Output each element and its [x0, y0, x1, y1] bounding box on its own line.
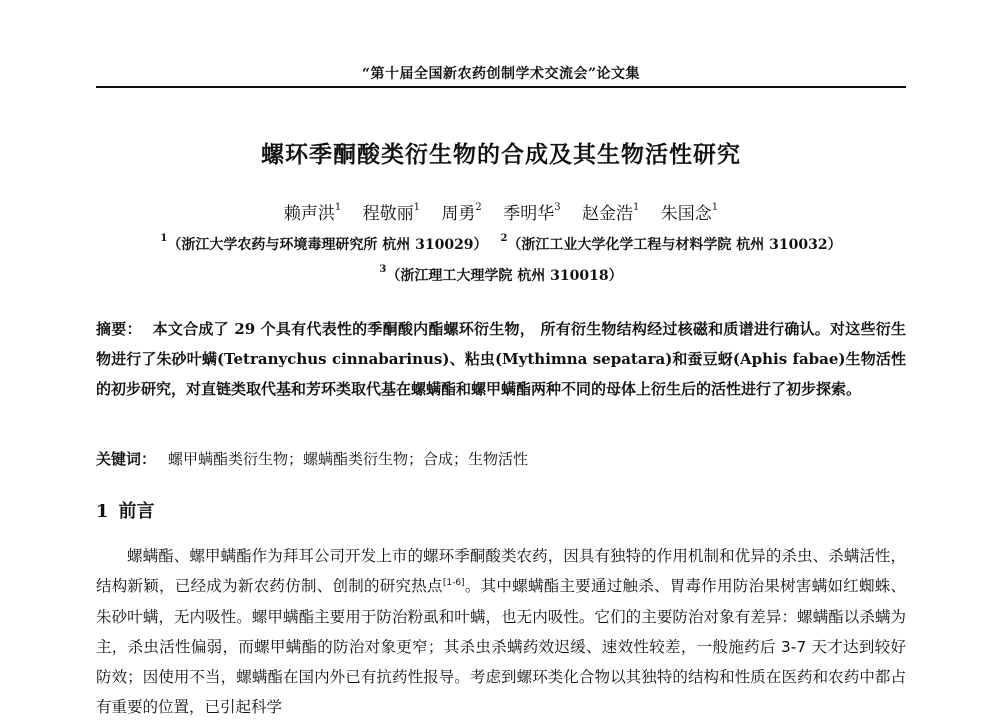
body-paragraph [96, 541, 906, 723]
abstract-text: 本文合成了 29 个具有代表性的季酮酸内酯螺环衍生物， 所有衍生物结构经过核磁和质谱进行确认。对这些衍生物进行了朱砂叶螨(Tetranychus cinnabarinus)、粘虫(Mythimna sepatara)和蚕豆蚜(Aphis fabae)生物活性的初步研究，对直链类取代基和芳环类取代基在螺螨酯和螺甲螨酯两种不同的母体上衍生后的活性进行了初步探索。 [96, 320, 906, 398]
author-list [96, 199, 906, 224]
affiliation-number: 3 [379, 264, 387, 276]
citation-ref: [1-6] [442, 578, 465, 589]
author [582, 204, 639, 224]
paper-title: 螺环季酮酸类衍生物的合成及其生物活性研究 [261, 142, 741, 168]
author-name: 赵金浩 [581, 204, 633, 224]
author-affiliation-mark: 2 [475, 202, 482, 214]
author-affiliation-mark: 1 [711, 202, 719, 214]
affiliation [160, 233, 488, 253]
author-affiliation-mark: 3 [554, 202, 561, 214]
author-affiliation-mark: 1 [632, 202, 640, 214]
affiliation-text: （浙江工业大学化学工程与材料学院 杭州 310032） [507, 237, 842, 253]
section-title: 前言 [118, 501, 155, 522]
abstract [96, 314, 906, 404]
header-rule [96, 86, 906, 88]
section-heading [96, 497, 155, 523]
author [284, 204, 341, 224]
keywords-text: 螺甲螨酯类衍生物；螺螨酯类衍生物；合成；生物活性 [168, 450, 529, 468]
affiliation-number: 1 [160, 233, 168, 245]
author [441, 204, 481, 224]
author-name: 赖声洪 [283, 204, 335, 224]
author-name: 季明华 [503, 204, 555, 224]
author-affiliation-mark: 1 [413, 202, 421, 214]
affiliation-line [96, 265, 906, 285]
author [363, 204, 420, 224]
affiliation [500, 233, 842, 253]
affiliation-number: 2 [500, 233, 508, 245]
affiliation-line [96, 234, 906, 254]
affiliation-text: （浙江大学农药与环境毒理研究所 杭州 310029） [167, 237, 488, 253]
body-text-part: 螺螨酯、螺甲螨酯作为拜耳公司开发上市的螺环季酮酸类农药，因具有独特的作用机制和优异的杀虫、杀螨活性，结构新颖，已经成为新农药仿制、创制的研究热点 [96, 547, 906, 596]
author-name: 程敬丽 [362, 204, 414, 224]
body-text-part: 。其中螺螨酯主要通过触杀、胃毒作用防治果树害螨如红蜘蛛、朱砂叶螨，无内吸性。螺甲螨酯主要用于防治粉虱和叶螨，也无内吸性。它们的主要防治对象有差异：螺螨酯以杀螨为主，杀虫活性偏弱，而螺甲螨酯的防治对象更窄；其杀虫杀螨药效迟缓、速效性较差，一般施药后 3-7 天才达到较好防效；因使用不当，螺螨酯在国内外已有抗药性报导。考虑到螺环类化合物以其独特的结构和性质在医药和农药中都占有重要的位置，已引起科学 [96, 577, 906, 717]
author-name: 朱国念 [660, 204, 712, 224]
author [661, 204, 718, 224]
running-header: “第十届全国新农药创制学术交流会”论文集 [361, 66, 641, 82]
author-name: 周勇 [441, 204, 476, 224]
keywords [96, 448, 906, 469]
author [503, 204, 560, 224]
keywords-label: 关键词： [96, 450, 157, 468]
section-number: 1 [96, 501, 109, 522]
author-affiliation-mark: 1 [334, 202, 342, 214]
abstract-label: 摘要： [96, 320, 142, 338]
affiliation [379, 264, 623, 284]
affiliation-text: （浙江理工大理学院 杭州 310018） [386, 268, 623, 284]
